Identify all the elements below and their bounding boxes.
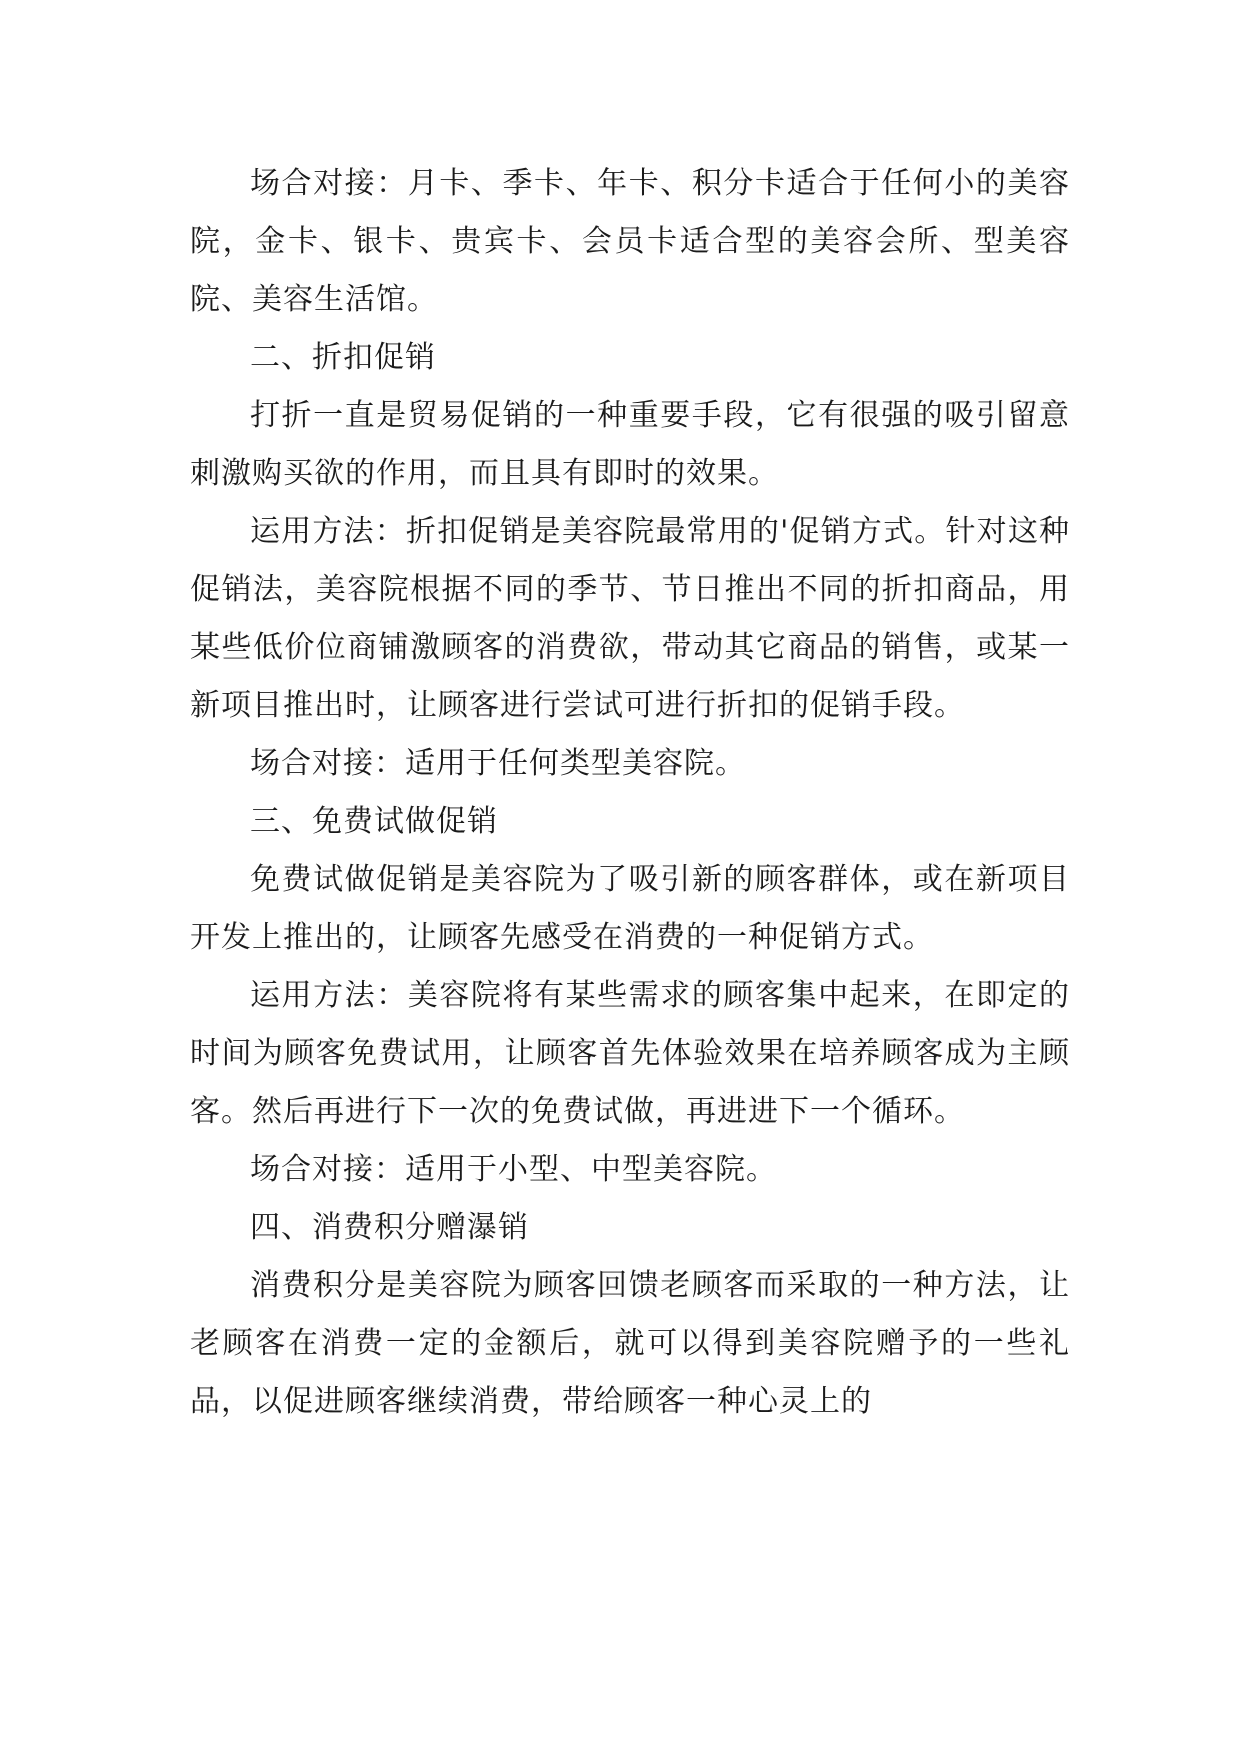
paragraph-free-trial-venue: 场合对接：适用于小型、中型美容院。	[250, 1152, 777, 1187]
section-heading-discount: 二、折扣促销	[250, 340, 436, 375]
paragraph-discount-venue: 场合对接：适用于任何类型美容院。	[250, 746, 746, 781]
paragraph-venue-cards: 场合对接：月卡、季卡、年卡、积分卡适合于任何小的美容院，金卡、银卡、贵宾卡、会员卡适合型的美容会所、型美容院、美容生活馆。	[190, 166, 1070, 317]
paragraph-free-trial-method: 运用方法：美容院将有某些需求的顾客集中起来，在即定的时间为顾客免费试用，让顾客首先体验效果在培养顾客成为主顾客。然后再进行下一次的免费试做，再进进下一个循环。	[190, 978, 1070, 1129]
section-heading-free-trial: 三、免费试做促销	[250, 804, 498, 839]
paragraph-discount-intro: 打折一直是贸易促销的一种重要手段，它有很强的吸引留意刺激购买欲的作用，而且具有即时的效果。	[190, 398, 1070, 491]
paragraph-points-intro: 消费积分是美容院为顾客回馈老顾客而采取的一种方法，让老顾客在消费一定的金额后，就可以得到美容院赠予的一些礼品，以促进顾客继续消费，带给顾客一种心灵上的	[190, 1268, 1070, 1419]
paragraph-discount-method: 运用方法：折扣促销是美容院最常用的'促销方式。针对这种促销法，美容院根据不同的季节、节日推出不同的折扣商品，用某些低价位商铺激顾客的消费欲，带动其它商品的销售，或某一新项目推出时，让顾客进行尝试可进行折扣的促销手段。	[190, 514, 1070, 723]
section-heading-points: 四、消费积分赠瀑销	[250, 1210, 529, 1245]
document-body	[190, 155, 1070, 1431]
paragraph-free-trial-intro: 免费试做促销是美容院为了吸引新的顾客群体，或在新项目开发上推出的，让顾客先感受在消费的一种促销方式。	[190, 862, 1070, 955]
